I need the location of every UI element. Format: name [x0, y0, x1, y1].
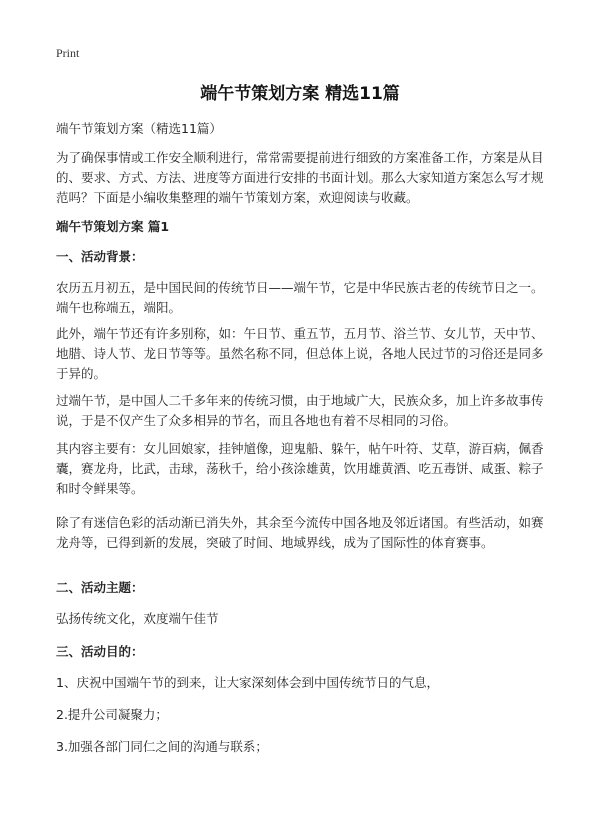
purpose-item-1: 1、庆祝中国端午节的到来，让大家深刻体会到中国传统节日的气息， [56, 675, 439, 690]
theme-text: 弘扬传统文化，欢度端午佳节 [56, 611, 219, 626]
heading-purpose: 三、活动目的： [56, 644, 144, 659]
heading-background: 一、活动背景： [56, 249, 144, 264]
background-paragraph-3: 过端午节，是中国人二千多年来的传统习惯，由于地域广大，民族众多，加上许多故事传说，于是不仅产生了众多相异的节名，而且各地也有着不尽相同的习俗。 [56, 393, 544, 428]
document-subtitle: 端午节策划方案（精选11篇） [56, 121, 222, 136]
heading-theme: 二、活动主题： [56, 580, 144, 595]
purpose-item-2: 2.提升公司凝聚力； [56, 707, 168, 722]
background-paragraph-2: 此外，端午节还有许多别称，如：午日节、重五节，五月节、浴兰节、女儿节，天中节、地腊、诗人节、龙日节等等。虽然名称不同，但总体上说，各地人民过节的习俗还是同多于异的。 [56, 326, 544, 381]
print-link[interactable]: Print [56, 46, 80, 60]
background-paragraph-1: 农历五月初五，是中国民间的传统节日——端午节，它是中华民族古老的传统节日之一。端午也称端五，端阳。 [56, 280, 544, 315]
background-paragraph-5: 除了有迷信色彩的活动渐已消失外，其余至今流传中国各地及邻近诸国。有些活动，如赛龙舟等，已得到新的发展，突破了时间、地域界线，成为了国际性的体育赛事。 [56, 515, 544, 550]
document-title: 端午节策划方案 精选11篇 [200, 84, 400, 104]
background-paragraph-4: 其内容主要有：女儿回娘家，挂钟馗像，迎鬼船、躲午，帖午叶符、艾草，游百病，佩香囊，赛龙舟，比武，击球，荡秋千，给小孩涂雄黄，饮用雄黄酒、吃五毒饼、咸蛋、粽子和时令鲜果等。 [56, 441, 544, 496]
intro-paragraph: 为了确保事情或工作安全顺利进行，常常需要提前进行细致的方案准备工作，方案是从目的、要求、方式、方法、进度等方面进行安排的书面计划。那么大家知道方案怎么写才规范吗？下面是小编收集整理的端午节策划方案，欢迎阅读与收藏。 [56, 150, 544, 205]
section-title-part1: 端午节策划方案 篇1 [56, 219, 170, 234]
purpose-item-3: 3.加强各部门同仁之间的沟通与联系； [56, 739, 268, 754]
